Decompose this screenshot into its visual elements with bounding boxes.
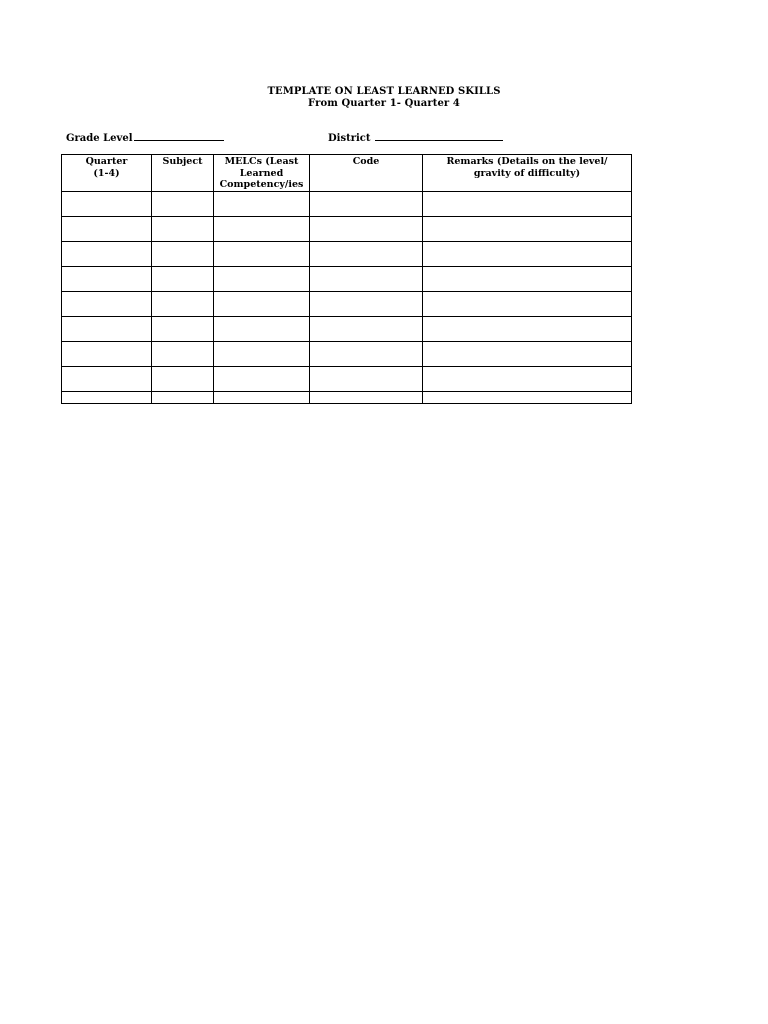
header-remarks-line: gravity of difficulty) — [473, 167, 581, 179]
district-field — [328, 130, 503, 144]
table-cell[interactable] — [423, 191, 632, 216]
table-cell[interactable] — [310, 216, 423, 241]
table-cell[interactable] — [310, 266, 423, 291]
table-cell[interactable] — [62, 191, 152, 216]
table-row — [62, 216, 632, 241]
table-row — [62, 266, 632, 291]
table-cell[interactable] — [423, 266, 632, 291]
header-quarter-line: Quarter — [85, 156, 128, 167]
table-cell[interactable] — [214, 291, 310, 316]
table-cell[interactable] — [214, 366, 310, 391]
table-cell[interactable] — [152, 391, 214, 403]
table-cell[interactable] — [62, 241, 152, 266]
header-melcs-line: Competency/ies — [219, 179, 304, 190]
table-cell[interactable] — [214, 391, 310, 403]
table-cell[interactable] — [62, 341, 152, 366]
table-cell[interactable] — [214, 241, 310, 266]
table-cell[interactable] — [62, 291, 152, 316]
table-cell[interactable] — [423, 366, 632, 391]
table-cell[interactable] — [214, 341, 310, 366]
table-cell[interactable] — [423, 391, 632, 403]
table-cell[interactable] — [62, 316, 152, 341]
table-row — [62, 241, 632, 266]
header-code — [310, 155, 423, 192]
table-cell[interactable] — [423, 341, 632, 366]
table-cell[interactable] — [62, 216, 152, 241]
table-cell[interactable] — [423, 316, 632, 341]
header-melcs-line: MELCs (Least — [224, 156, 299, 167]
table-cell[interactable] — [214, 216, 310, 241]
table-row — [62, 191, 632, 216]
header-remarks-line: Remarks (Details on the level/ — [446, 156, 608, 167]
table-cell[interactable] — [152, 191, 214, 216]
header-quarter-line: (1-4) — [93, 167, 120, 179]
header-subject — [152, 155, 214, 192]
table-cell[interactable] — [152, 241, 214, 266]
table-cell[interactable] — [310, 241, 423, 266]
table-cell[interactable] — [152, 266, 214, 291]
table-cell[interactable] — [62, 266, 152, 291]
table-cell[interactable] — [62, 391, 152, 403]
table-cell[interactable] — [152, 216, 214, 241]
header-melcs-line: Learned — [239, 167, 284, 179]
least-learned-skills-table — [61, 154, 632, 404]
table-row — [62, 341, 632, 366]
table-cell[interactable] — [310, 191, 423, 216]
table-cell[interactable] — [152, 341, 214, 366]
table-row — [62, 316, 632, 341]
table-cell[interactable] — [214, 316, 310, 341]
table-header-row — [62, 155, 632, 192]
table-cell[interactable] — [62, 366, 152, 391]
table-cell[interactable] — [310, 291, 423, 316]
table-cell[interactable] — [214, 266, 310, 291]
table-cell[interactable] — [310, 366, 423, 391]
header-remarks — [423, 155, 632, 192]
grade-level-field — [66, 130, 224, 144]
table-cell[interactable] — [423, 241, 632, 266]
table-cell[interactable] — [423, 216, 632, 241]
table-cell[interactable] — [310, 391, 423, 403]
table-cell[interactable] — [310, 341, 423, 366]
district-label: District — [328, 133, 371, 144]
document-title: TEMPLATE ON LEAST LEARNED SKILLS — [267, 86, 501, 97]
document-subtitle: From Quarter 1- Quarter 4 — [308, 98, 460, 109]
table-cell[interactable] — [423, 291, 632, 316]
table-row — [62, 366, 632, 391]
table-row — [62, 291, 632, 316]
district-blank[interactable] — [375, 130, 503, 141]
table-cell[interactable] — [310, 316, 423, 341]
header-melcs — [214, 155, 310, 192]
header-quarter — [62, 155, 152, 192]
header-subject-line: Subject — [162, 156, 203, 167]
header-code-line: Code — [352, 156, 380, 167]
table-cell[interactable] — [152, 316, 214, 341]
table-cell[interactable] — [152, 291, 214, 316]
table-cell[interactable] — [152, 366, 214, 391]
grade-level-label: Grade Level — [66, 133, 133, 144]
table-row — [62, 391, 632, 403]
table-cell[interactable] — [214, 191, 310, 216]
grade-level-blank[interactable] — [134, 130, 224, 141]
